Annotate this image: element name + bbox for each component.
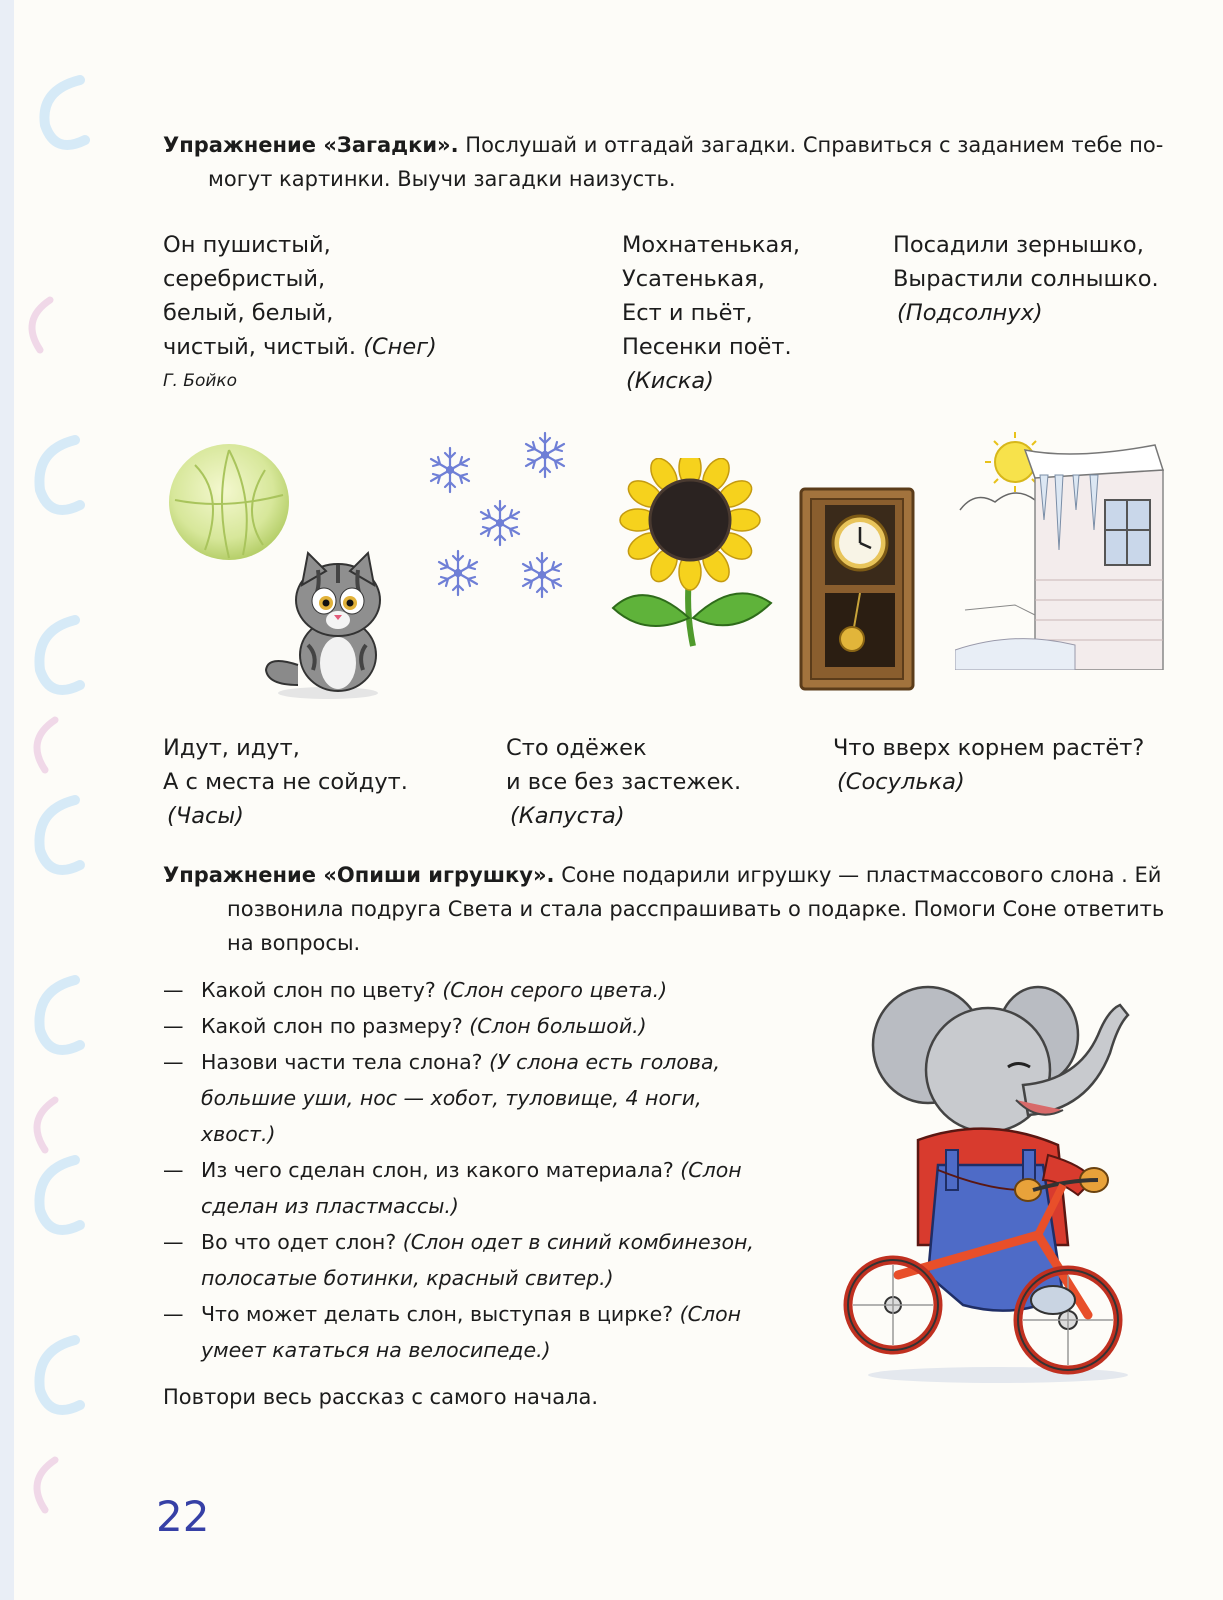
riddle-author: Г. Бойко (163, 371, 238, 391)
exercise2-text-line1: Соне подарили игрушку — пластмассового слона . Ей (561, 863, 1162, 887)
question-answer: (Слон (680, 1158, 742, 1182)
question-answer: (Слон большой.) (469, 1014, 647, 1038)
question-answer: сделан из пластмассы.) (201, 1194, 459, 1218)
question-item (163, 1008, 783, 1044)
riddle-line: белый, белый, (163, 300, 334, 326)
riddle-line: и все без застежек. (506, 769, 742, 795)
riddle-clock (163, 731, 408, 833)
sunflower-picture (605, 458, 775, 648)
question-item (163, 1152, 783, 1224)
dash: — (163, 1158, 184, 1182)
closing-text: Повтори весь рассказ с самого начала. (163, 1385, 599, 1409)
question-answer: (Слон одет в синий комбинезон, (402, 1230, 754, 1254)
riddle-answer: (Подсолнух) (897, 300, 1043, 326)
exercise1-title: Упражнение «Загадки». (163, 133, 459, 157)
question-item (163, 1044, 783, 1152)
exercise2-text-line2: позвонила подруга Света и стала расспрашивать о подарке. Помоги Соне ответить (227, 897, 1165, 921)
dash: — (163, 978, 184, 1002)
question-text: Во что одет слон? (201, 1230, 397, 1254)
elephant-picture (838, 975, 1138, 1385)
dash: — (163, 1230, 184, 1254)
riddle-icicle (833, 731, 1144, 799)
question-answer: (Слон (679, 1302, 742, 1326)
riddle-line: Усатенькая, (622, 266, 765, 292)
winter-house-picture (955, 430, 1165, 670)
riddle-answer: (Капуста) (510, 803, 625, 829)
riddle-line: Он пушистый, (163, 232, 331, 258)
riddle-line: Мохнатенькая, (622, 232, 800, 258)
snowflakes-picture (420, 425, 585, 605)
exercise1-intro (163, 128, 1173, 196)
riddle-line: А с места не сойдут. (163, 769, 408, 795)
question-text: Назови части тела слона? (201, 1050, 483, 1074)
riddle-sunflower (893, 228, 1159, 330)
question-text: Что может делать слон, выступая в цирке? (201, 1302, 674, 1326)
question-answer: хвост.) (201, 1122, 276, 1146)
exercise2-text-line3: на вопросы. (227, 931, 361, 955)
question-item (163, 1224, 783, 1296)
riddle-line: Идут, идут, (163, 735, 300, 761)
riddle-line: Вырастили солнышко. (893, 266, 1159, 292)
riddle-cabbage (506, 731, 741, 833)
page-number: 22 (156, 1492, 210, 1541)
question-text: Из чего сделан слон, из какого материала? (201, 1158, 674, 1182)
riddle-answer: (Снег) (363, 334, 437, 360)
riddle-line: чистый, чистый. (163, 334, 357, 360)
question-answer: умеет кататься на велосипеде.) (201, 1338, 551, 1362)
question-answer: (У слона есть голова, (489, 1050, 721, 1074)
exercise1-text-line1: Послушай и отгадай загадки. Справиться с заданием тебе по- (465, 133, 1164, 157)
riddle-line: серебристый, (163, 266, 326, 292)
exercise2-title: Упражнение «Опиши игрушку». (163, 863, 555, 887)
riddle-snow (163, 228, 437, 398)
question-answer: (Слон серого цвета.) (442, 978, 668, 1002)
dash: — (163, 1302, 184, 1326)
exercise1-text-line2: могут картинки. Выучи загадки наизусть. (208, 167, 676, 191)
exercise2-intro (163, 858, 1173, 960)
dash: — (163, 1014, 184, 1038)
riddle-line: Ест и пьёт, (622, 300, 753, 326)
question-text: Какой слон по цвету? (201, 978, 436, 1002)
riddle-line: Песенки поёт. (622, 334, 792, 360)
kitten-picture (258, 545, 398, 700)
riddle-line: Сто одёжек (506, 735, 647, 761)
riddle-line: Что вверх корнем растёт? (833, 735, 1145, 761)
margin-decoration (0, 0, 110, 1600)
riddle-answer: (Сосулька) (837, 769, 965, 795)
riddle-answer: (Часы) (167, 803, 244, 829)
question-answer: большие уши, нос — хобот, туловище, 4 ноги, (201, 1086, 702, 1110)
question-item (163, 972, 783, 1008)
questions-list (163, 972, 783, 1368)
clock-picture (795, 485, 917, 693)
riddle-cat (622, 228, 800, 398)
question-answer: полосатые ботинки, красный свитер.) (201, 1266, 614, 1290)
question-item (163, 1296, 783, 1368)
riddle-answer: (Киска) (626, 368, 714, 394)
dash: — (163, 1050, 184, 1074)
riddle-line: Посадили зернышко, (893, 232, 1144, 258)
question-text: Какой слон по размеру? (201, 1014, 463, 1038)
